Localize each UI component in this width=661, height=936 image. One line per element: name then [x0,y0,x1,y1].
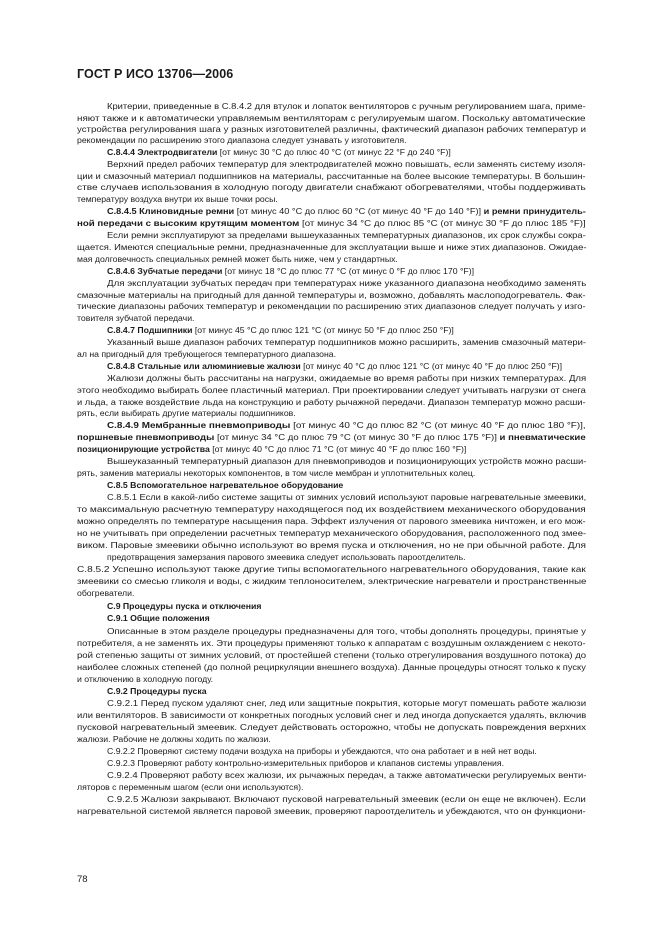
text-line [107,206,586,216]
text-run: Если ремни эксплуатируют за пределами вышеуказанных температурных диапазонов, их срок службы сокра- [107,230,586,240]
bold-run: и пневматические [499,432,586,442]
text-run: и льда, а также воздействие льда на конструкцию и работу рычажной передачи. Диапазон температур можно расши- [77,397,586,407]
text-line [77,254,398,264]
text-line [107,552,466,562]
text-run: С.8.5.1 Если в какой-либо системе защиты от зимних условий используют паровые нагревательные змеевики, [107,492,587,502]
text-line [77,113,586,123]
text-run: Указанный выше диапазон рабочих температур подшипников можно расширить, заменив смазочный матери- [107,337,587,347]
text-line [77,710,586,720]
text-line [77,540,586,550]
text-line [77,171,586,181]
text-line [107,147,451,157]
text-line [107,601,261,611]
text-line [77,674,213,684]
text-line [77,313,194,323]
text-run: смазочные материалы на пригодный для данной температуры и, возможно, добавлять маслоподогреватель. Фак- [77,290,586,300]
text-line [107,337,586,347]
bold-run: С.9 Процедуры пуска и отключения [107,601,262,611]
text-run: тические диапазоны рабочих температур и рекомендации по расширению этих диапазонов следует получать у изго- [77,301,586,311]
text-line [77,408,296,418]
bold-run: позиционирующие устройства [77,444,210,454]
text-run: жалюзи. Рабочие не должны ходить по жалюзи. [77,734,271,744]
bold-run: С.8.4.4 Электродвигатели [107,147,218,157]
text-run: стве случаев использования в холодную погоду двигатели снабжают обогревателями, чтобы поддерживать [77,182,586,192]
text-line [77,135,406,145]
text-run: [от минус 34 °С до плюс 79 °С (от минус 30 °F до плюс 175 °F)] [214,432,500,442]
bold-run: поршневые пневмоприводы [77,432,215,442]
text-line [107,758,504,768]
page-number: 78 [77,874,88,885]
text-run: мая долговечность специальных ремней может быть ниже, чем у стандартных. [77,254,398,264]
text-line [107,480,343,490]
text-run: этого необходимо выбирать более пластичный материал. При проектировании следует учитывать нагрузки от снега [77,385,586,395]
text-run: виком. Паровые змеевики обычно используют во время пуска и отключения, но не при обычной работе. Для [77,540,586,550]
text-line [77,662,586,672]
text-line [107,794,586,804]
text-line [77,516,586,526]
text-run: то максимальную расчетную температуру находящегося под их воздействием механического оборудования [77,504,586,514]
text-line [77,397,586,407]
text-run: Описанные в этом разделе процедуры предназначены для того, чтобы дополнять процедуры, принятые у [107,626,586,636]
text-line [77,468,475,478]
text-run: щается. Имеются специальные ремни, предназначенные для эксплуатации выше и ниже этих диапазонов. Ожидае- [77,242,587,252]
text-run: змеевики со смесью гликоля и воды, с жидким теплоносителем, электрические нагреватели и пространственные [77,576,587,586]
text-line [107,456,586,466]
text-run: нагревательной системой является паровой змеевик, проверяют пароотделитель и убеждаются, что он функциони- [77,806,586,816]
bold-run: С.9.1 Общие положения [107,613,210,623]
text-line [107,325,454,335]
bold-run: С.8.4.5 Клиновидные ремни [107,206,235,216]
text-run: но не учитывать при определении расчетных температур механического оборудования, расположенного под змее- [77,528,587,538]
text-run: рой степенью защиты от зимних условий, от простейшей степени (только отрегулирования воздушного потока) до [77,650,587,660]
text-line [77,444,466,454]
text-run: С.9.2.2 Проверяют систему подачи воздуха на приборы и убеждаются, что она работает и в ней нет воды. [107,746,537,756]
text-line [107,420,586,430]
text-run: С.9.2.3 Проверяют работу контрольно-измерительных приборов и клапанов системы управления. [107,758,505,768]
text-line [107,613,210,623]
bold-run: ной передачи с высоким крутящим моментом [77,218,300,228]
text-line [77,576,586,586]
bold-run: С.8.4.7 Подшипники [107,325,193,335]
text-run: обогреватели. [77,588,135,598]
bold-run: С.8.4.8 Стальные или алюминиевые жалюзи [107,361,301,371]
text-line [77,564,586,574]
text-line [77,124,586,134]
text-run: [от минус 18 °С до плюс 77 °С (от минус 0 °F до плюс 170 °F)] [222,266,475,276]
text-line [77,242,587,252]
text-line [77,734,271,744]
text-run: ляторов с переменным шагом (если они используются). [77,782,304,792]
bold-run: С.8.5 Вспомогательное нагревательное оборудование [107,480,344,490]
text-run: Верхний предел рабочих температур для электродвигателей можно повышать, если заменять систему изоля- [107,159,586,169]
text-line [107,159,586,169]
text-run: С.9.2.4 Проверяют работу всех жалюзи, их рычажных передач, а также автоматически регулируемых венти- [107,770,587,780]
text-line [107,746,537,756]
text-run: рять, если выбирать другие материалы подшипников. [77,408,296,418]
bold-run: С.9.2 Процедуры пуска [107,686,207,696]
text-line [77,806,586,816]
text-line [107,698,586,708]
text-run: Вышеуказанный температурный диапазон для пневмоприводов и позиционирующих устройств можно расши- [107,456,587,466]
text-line [77,349,336,359]
text-line [77,290,586,300]
text-run: [от минус 40 °С до плюс 82 °С (от минус 40 °F до плюс 180 °F)], [290,420,586,430]
text-line [77,194,278,204]
text-line [107,101,586,111]
text-run: няют также и к автоматически управляемым вентиляторам с регулируемым шагом. Поскольку автоматические [77,113,586,123]
text-line [107,770,586,780]
text-line [77,218,586,228]
text-run: [от минус 30 °С до плюс 40 °С (от минус 22 °F до 240 °F)] [217,147,451,157]
text-run: рекомендации по расширению этого диапазона следует узнавать у изготовителя. [77,135,407,145]
bold-run: и ремни принудитель- [483,206,586,216]
text-line [77,301,586,311]
text-line [77,182,586,192]
text-run: [от минус 34 °С до плюс 85 °С (от минус 30 °F до плюс 185 °F)] [299,218,586,228]
text-line [107,626,586,636]
text-run: Для эксплуатации зубчатых передач при температурах ниже указанного диапазона необходимо заменять [107,278,587,288]
text-run: С.8.5.2 Успешно используют также другие типы вспомогательного нагревательного оборудования, такие как [77,564,586,574]
text-line [107,361,562,371]
text-run: [от минус 45 °С до плюс 121 °С (от минус 50 °F до плюс 250 °F)] [192,325,454,335]
text-run: [от минус 40 °С до плюс 121 °С (от минус 40 °F до плюс 250 °F)] [300,361,563,371]
text-run: предотвращения замерзания парового змеевика следует использовать пароотделитель. [107,552,466,562]
text-run: товителя зубчатой передачи. [77,313,195,323]
text-run: и отключению в холодную погоду. [77,674,214,684]
text-run: С.9.2.5 Жалюзи закрывают. Включают пусковой нагревательный змеевик (если он еще не включен). Если [107,794,586,804]
text-run: ал на пригодный для требующегося температурного диапазона. [77,349,336,359]
text-line [77,638,585,648]
text-line [77,588,134,598]
text-line [107,230,586,240]
text-line [107,278,586,288]
text-run: или вентиляторов. В зависимости от конкретных погодных условий снег и лед иногда допускается удалять, включив [77,710,587,720]
text-line [107,266,474,276]
text-run: [от минус 40 °С до плюс 60 °С (от минус 40 °F до 140 °F)] [234,206,484,216]
text-run: Критерии, приведенные в С.8.4.2 для втулок и лопаток вентиляторов с ручным регулированием шага, приме- [107,101,586,111]
text-line [107,373,586,383]
text-line [77,432,586,442]
bold-run: С.8.4.6 Зубчатые передачи [107,266,223,276]
text-run: наиболее сложных степеней (до полной рециркуляции внешнего воздуха). Данные процедуры относят только к пуску [77,662,586,672]
text-run: ции и смазочный материал подшипников на материалы, рассчитанные на более высокие температуры. В большин- [77,171,586,181]
text-line [77,782,303,792]
text-run: рять, заменив материалы некоторых компонентов, в том числе мембран и уплотнительных колец. [77,468,476,478]
document-header: ГОСТ Р ИСО 13706—2006 [77,67,234,81]
text-run: температуру воздуха внутри их выше точки росы. [77,194,278,204]
text-run: можно определять по температуре насыщения пара. Эффект излучения от парового змеевика ничтожен, и его мож- [77,516,586,526]
bold-run: С.8.4.9 Мембранные пневмоприводы [107,420,291,430]
text-line [77,528,586,538]
text-line [77,722,586,732]
text-line [107,492,586,502]
text-line [107,686,207,696]
text-line [77,385,586,395]
text-line [77,504,586,514]
text-run: [от минус 40 °С до плюс 71 °С (от минус 40 °F до плюс 160 °F)] [209,444,467,454]
text-run: пусковой нагревательный змеевик. Следует действовать осторожно, чтобы не допускать повреждения верхних [77,722,587,732]
text-run: Жалюзи должны быть рассчитаны на нагрузки, ожидаемые во время работы при низких температурах. Для [107,373,587,383]
text-run: С.9.2.1 Перед пуском удаляют снег, лед или защитные покрытия, которые могут помешать работе жалюзи [107,698,587,708]
text-line [77,650,586,660]
text-run: потребителя, а не заменять их. Эти процедуры применяют только к аппаратам с воздушным охлаждением с некото- [77,638,586,648]
text-run: устройства регулирования шага у разных изготовителей различны, фактический диапазон рабочих температур и [77,124,586,134]
